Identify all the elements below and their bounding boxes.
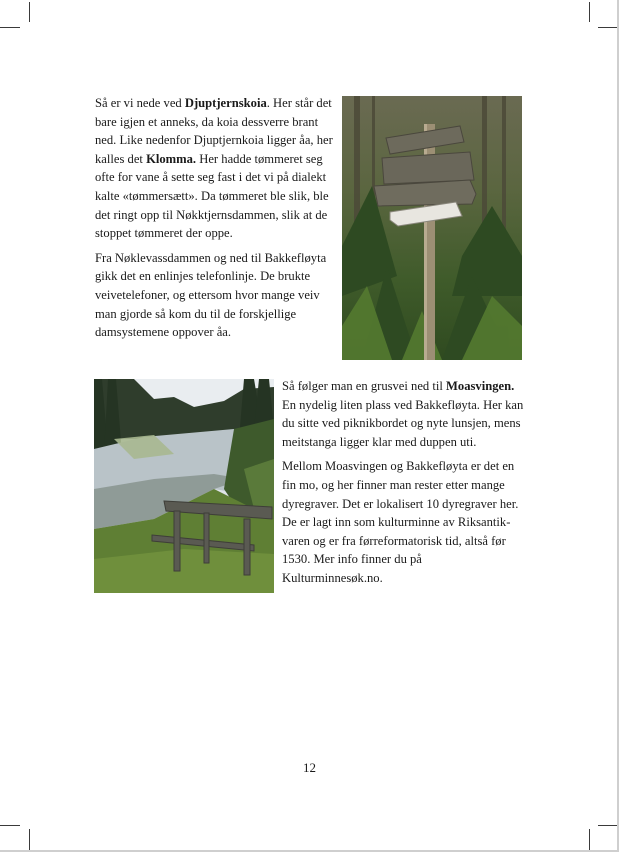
text-run: Så er vi nede ved: [95, 96, 185, 110]
crop-mark: [598, 27, 617, 28]
crop-mark: [589, 829, 590, 850]
crop-mark: [589, 2, 590, 22]
crop-mark: [29, 2, 30, 22]
crop-mark: [0, 27, 20, 28]
paragraph: [95, 94, 337, 243]
text-block-moasvingen: [282, 377, 524, 588]
text-run: Så følger man en grusvei ned til: [282, 379, 447, 393]
page-number: 12: [303, 760, 316, 775]
bold-term-klomma: Klomma.: [146, 151, 197, 166]
paragraph: [282, 377, 524, 451]
crop-mark: [29, 829, 30, 850]
crop-mark: [0, 825, 20, 826]
bold-term-moasvingen: Moasvingen.: [446, 379, 515, 393]
bold-term-djuptjernskoia: Djuptjernskoia: [184, 96, 267, 110]
paragraph: Fra Nøklevassdammen og ned til Bakkefløyta gikk det en enlinjes telefonlinje. De brukte veivetelefoner, og ettersom hvor mange veiv man gjorde så kom du til de forskjellige damsystemene oppover åa.: [95, 250, 327, 340]
text-block-djuptjernskoia: [95, 94, 337, 342]
crop-mark: [598, 825, 617, 826]
signpost-image: [342, 96, 522, 360]
text-run: En nydelig liten plass ved Bakkefløyta. Her kan du sitte ved piknikbordet og nyte lunsjen, mens meitstanga ligger klar med duppen uti.: [282, 397, 524, 449]
paragraph: Mellom Moasvingen og Bakkefløyta er det en fin mo, og her finner man rester etter mange dyregraver. Det er lokalisert 10 dyregraver her. De er lagt inn som kulturminne av Riksantik-varen og er fra førreformatorisk tid, altså før 1530. Mer info finner du på Kulturminnesøk.no.: [282, 459, 519, 585]
text-run: Her hadde tømmeret seg ofte for vane å sette seg fast i det vi på dialekt kalte «tømmersætt». Da tømmeret ble slik, ble det ringt opp til Nøkktjernsdammen, slik at de stoppet tømmeret der oppe.: [95, 151, 329, 241]
picnic-lake-photo: [94, 379, 274, 593]
text-run: . Her står det bare igjen et anneks, da koia dessverre brant ned. Like nedenfor Djuptjernkoia ligger åa, her kalles det: [95, 96, 333, 166]
signpost-photo: [342, 96, 522, 360]
picnic-lake-image: [94, 379, 274, 593]
